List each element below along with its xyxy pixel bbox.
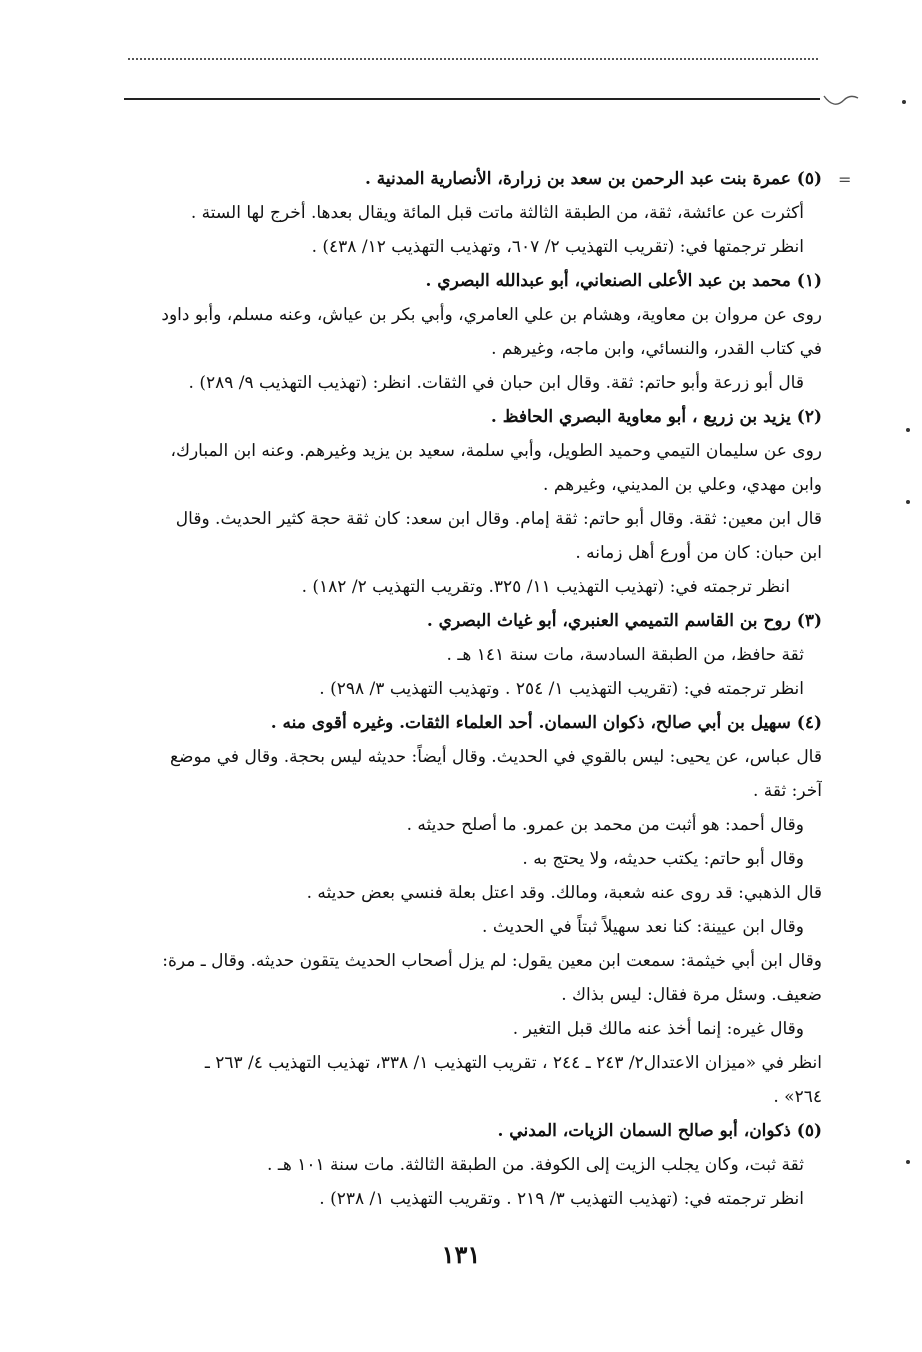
text-line: قال عباس، عن يحيى: ليس بالقوي في الحديث. وقال أيضاً: حديثه ليس بحجة. وقال في موضع xyxy=(169,747,822,767)
page-number: ١٣١ xyxy=(441,1240,481,1269)
reference-line: ٢٦٤» . xyxy=(773,1087,822,1107)
ornament-swoosh-icon xyxy=(822,88,862,110)
reference-line: انظر ترجمته في: (تقريب التهذيب ١/ ٢٥٤ . وتهذيب التهذيب ٣/ ٢٩٨) . xyxy=(319,679,804,699)
margin-mark: = xyxy=(838,170,852,189)
speck xyxy=(906,500,910,504)
reference-line: قال أبو زرعة وأبو حاتم: ثقة. وقال ابن حبان في الثقات. انظر: (تهذيب التهذيب ٩/ ٢٨٩) . xyxy=(188,373,804,393)
text-line: ضعيف. وسئل مرة فقال: ليس بذاك . xyxy=(561,985,822,1005)
footnote-heading-4: (٤) سهيل بن أبي صالح، ذكوان السمان. أحد العلماء الثقات. وغيره أقوى منه . xyxy=(270,713,822,733)
speck xyxy=(906,428,910,432)
reference-line: انظر ترجمتها في: (تقريب التهذيب ٢/ ٦٠٧، وتهذيب التهذيب ١٢/ ٤٣٨) . xyxy=(311,237,804,257)
footnote-heading-2: (٢) يزيد بن زريع ، أبو معاوية البصري الحافظ . xyxy=(490,407,822,427)
header-dotted-line xyxy=(128,58,818,64)
text-line: ثقة حافظ، من الطبقة السادسة، مات سنة ١٤١ هـ . xyxy=(446,645,804,665)
header-rule xyxy=(124,98,820,100)
text-line: قال الذهبي: قد روى عنه شعبة، ومالك. وقد اعتل بعلة فنسي بعض حديثه . xyxy=(306,883,822,903)
text-line: ثقة ثبت، وكان يجلب الزيت إلى الكوفة. من الطبقة الثالثة. مات سنة ١٠١ هـ . xyxy=(267,1155,804,1175)
footnote-heading-5b: (٥) ذكوان، أبو صالح السمان الزيات، المدني . xyxy=(497,1121,822,1141)
text-line: وقال أبو حاتم: يكتب حديثه، ولا يحتج به . xyxy=(522,849,804,869)
footnotes-body xyxy=(100,162,822,1216)
footnote-heading-1: (١) محمد بن عبد الأعلى الصنعاني، أبو عبدالله البصري . xyxy=(425,271,822,291)
speck xyxy=(906,1160,910,1164)
text-line: أكثرت عن عائشة، ثقة، من الطبقة الثالثة ماتت قبل المائة ويقال بعدها. أخرج لها الستة . xyxy=(190,203,804,223)
text-line: ابن حبان: كان من أورع أهل زمانه . xyxy=(575,543,822,563)
text-line: روى عن مروان بن معاوية، وهشام بن علي العامري، وأبي بكر بن عياش، وعنه مسلم، وأبو داود xyxy=(161,305,822,325)
text-line: وقال غيره: إنما أخذ عنه مالك قبل التغير . xyxy=(512,1019,804,1039)
footnote-heading-5a: (٥) عمرة بنت عبد الرحمن بن سعد بن زرارة، الأنصارية المدنية . xyxy=(364,169,822,189)
text-line: روى عن سليمان التيمي وحميد الطويل، وأبي سلمة، سعيد بن يزيد وغيرهم. وعنه ابن المبارك، xyxy=(170,441,822,461)
text-line: وابن مهدي، وعلي بن المديني، وغيرهم . xyxy=(543,475,822,495)
reference-line: انظر ترجمته في: (تهذيب التهذيب ٣/ ٢١٩ . وتقريب التهذيب ١/ ٢٣٨) . xyxy=(319,1189,804,1209)
text-line: وقال ابن عيينة: كنا نعد سهيلاً ثبتاً في الحديث . xyxy=(482,917,804,937)
reference-line: انظر في «ميزان الاعتدال٢/ ٢٤٣ ـ ٢٤٤ ، تقريب التهذيب ١/ ٣٣٨، تهذيب التهذيب ٤/ ٢٦٣ ـ xyxy=(204,1053,822,1073)
reference-line: انظر ترجمته في: (تهذيب التهذيب ١١/ ٣٢٥. وتقريب التهذيب ٢/ ١٨٢) . xyxy=(301,577,790,597)
text-line: وقال ابن أبي خيثمة: سمعت ابن معين يقول: لم يزل أصحاب الحديث يتقون حديثه. وقال ـ مرة: xyxy=(162,951,822,971)
text-line: قال ابن معين: ثقة. وقال أبو حاتم: ثقة إمام. وقال ابن سعد: كان ثقة حجة كثير الحديث. وقال xyxy=(175,509,822,529)
footnote-heading-3: (٣) روح بن القاسم التميمي العنبري، أبو غياث البصري . xyxy=(426,611,822,631)
speck xyxy=(902,100,906,104)
text-line: وقال أحمد: هو أثبت من محمد بن عمرو. ما أصلح حديثه . xyxy=(406,815,804,835)
text-line: في كتاب القدر، والنسائي، وابن ماجه، وغيرهم . xyxy=(491,339,822,359)
text-line: آخر: ثقة . xyxy=(753,781,822,801)
